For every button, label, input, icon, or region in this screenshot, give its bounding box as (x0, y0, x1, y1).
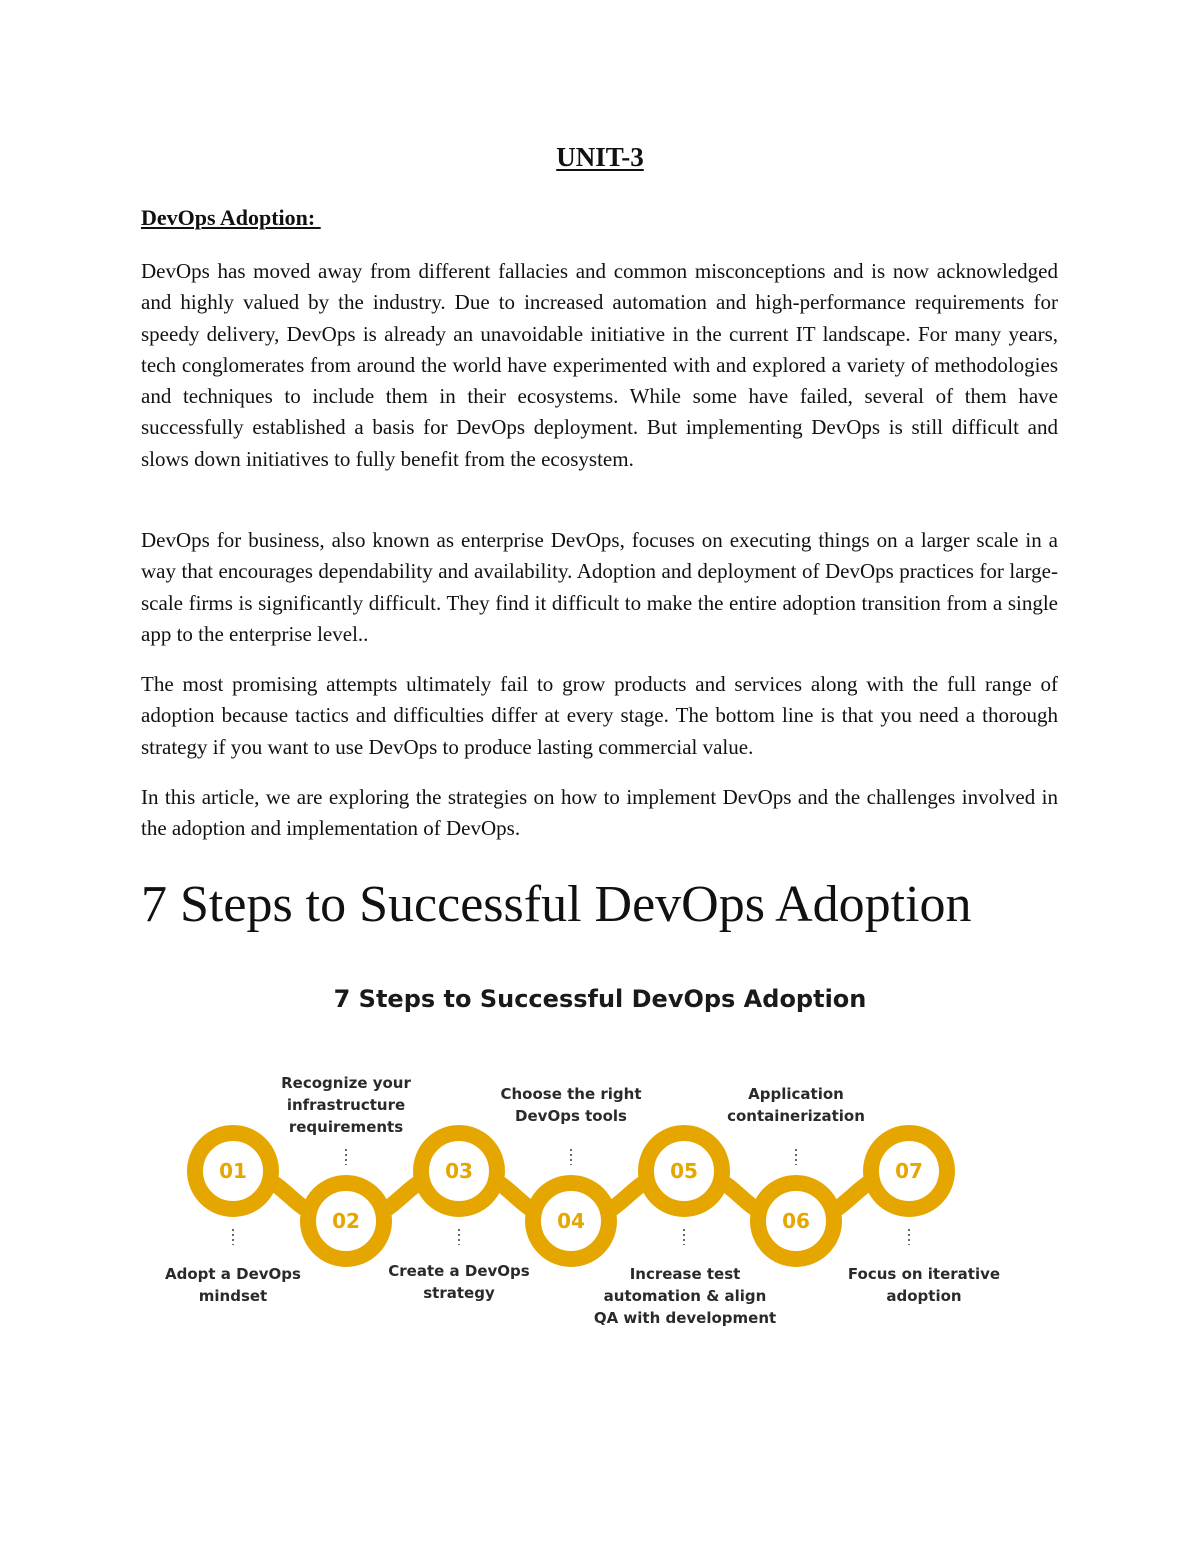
step-label-02: Recognize your infrastructure requirements (281, 1074, 411, 1136)
step-label-03: Create a DevOps strategy (388, 1262, 530, 1302)
step-node-02 (308, 1149, 384, 1259)
step-label-01: Adopt a DevOps mindset (165, 1265, 301, 1305)
step-label-04: Choose the right DevOps tools (500, 1085, 642, 1125)
step-number: 02 (332, 1209, 360, 1233)
steps-infographic (150, 975, 1050, 1345)
step-node-01 (195, 1133, 271, 1245)
step-number: 06 (782, 1209, 810, 1233)
step-number: 05 (670, 1159, 698, 1183)
step-number: 01 (219, 1159, 247, 1183)
unit-title: UNIT-3 (556, 142, 644, 172)
step-number: 04 (557, 1209, 585, 1233)
infographic-title: 7 Steps to Successful DevOps Adoption (333, 985, 867, 1013)
step-node-06 (758, 1149, 834, 1259)
step-node-04 (533, 1149, 609, 1259)
step-label-05: Increase test automation & align QA with development (593, 1265, 777, 1327)
big-heading: 7 Steps to Successful DevOps Adoption (141, 876, 972, 933)
section-heading: DevOps Adoption: (141, 205, 321, 230)
step-number: 03 (445, 1159, 473, 1183)
step-number: 07 (895, 1159, 923, 1183)
step-node-07 (871, 1133, 947, 1245)
paragraph-4: In this article, we are exploring the strategies on how to implement DevOps and the challenges involved in the adoption and implementation of DevOps. (141, 785, 1058, 841)
step-node-05 (646, 1133, 722, 1245)
step-label-06: Application containerization (727, 1085, 865, 1125)
paragraph-3: The most promising attempts ultimately fail to grow products and services along with the full range of adoption because tactics and difficulties differ at every stage. The bottom line is that you need a thorough strategy if you want to use DevOps to produce lasting commercial value. (141, 672, 1058, 759)
step-node-03 (421, 1133, 497, 1245)
step-label-07: Focus on iterative adoption (847, 1265, 1001, 1305)
paragraph-2: DevOps for business, also known as enterprise DevOps, focuses on executing things on a larger scale in a way that encourages dependability and availability. Adoption and deployment of DevOps practices for large-scale firms is significantly difficult. They find it difficult to make the entire adoption transition from a single app to the enterprise level.. (141, 528, 1058, 646)
paragraph-1: DevOps has moved away from different fallacies and common misconceptions and is now acknowledged and highly valued by the industry. Due to increased automation and high-performance requirements for speedy delivery, DevOps is already an unavoidable initiative in the current IT landscape. For many years, tech conglomerates from around the world have experimented with and explored a variety of methodologies and techniques to include them in their ecosystems. While some have failed, several of them have successfully established a basis for DevOps deployment. But implementing DevOps is still difficult and slows down initiatives to fully benefit from the ecosystem. (141, 259, 1058, 471)
